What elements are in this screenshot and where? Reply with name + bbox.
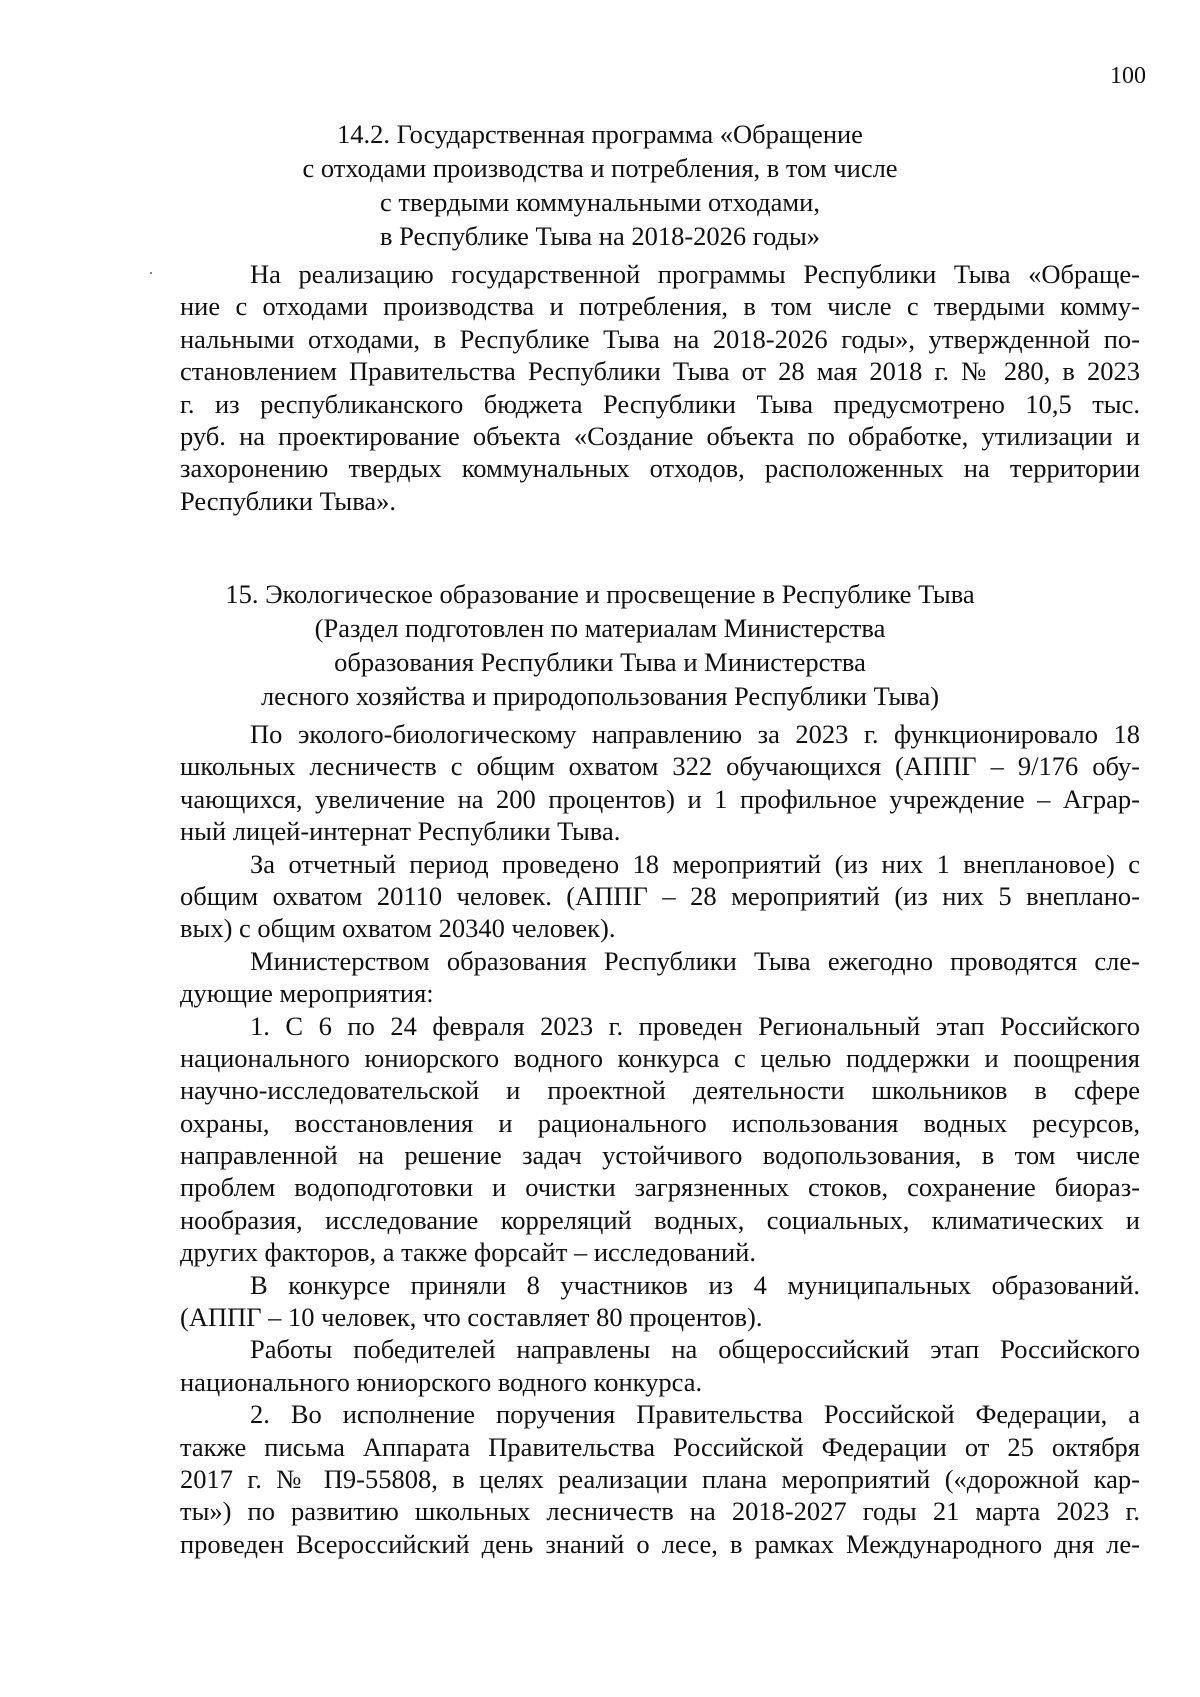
text-line: За отчетный период проведено 18 мероприятий (из них 1 внеплановое) с [250, 848, 1140, 879]
text-line: 2017 г. № П9-55808, в целях реализации плана мероприятий («дорожной кар- [180, 1463, 1140, 1494]
text-line: нальными отходами, в Республике Тыва на 2018-2026 годы», утвержденной по- [180, 323, 1140, 354]
text-line: г. из республиканского бюджета Республики Тыва предусмотрено 10,5 тыс. [180, 388, 1140, 419]
text-line: Министерством образования Республики Тыва ежегодно проводятся сле- [250, 945, 1140, 976]
title-line: 14.2. Государственная программа «Обращение [337, 119, 863, 149]
text-line: руб. на проектирование объекта «Создание объекта по обработке, утилизации и [180, 420, 1140, 451]
title-line: (Раздел подготовлен по материалам Министерства [314, 613, 886, 643]
section-15-title [150, 577, 1050, 713]
text-line: становлением Правительства Республики Тыва от 28 мая 2018 г. № 280, в 2023 [180, 356, 1140, 387]
title-line: с отходами производства и потребления, в том числе [302, 153, 898, 183]
text-line: других факторов, а также форсайт – исследований. [180, 1237, 756, 1268]
title-line: образования Республики Тыва и Министерства [334, 647, 866, 677]
title-line: 15. Экологическое образование и просвещение в Республике Тыва [225, 579, 975, 609]
section-14-2-paragraph [180, 258, 1140, 517]
text-line: ты») по развитию школьных лесничеств на 2018-2027 годы 21 марта 2023 г. [180, 1496, 1140, 1527]
text-line: также письма Аппарата Правительства Российской Федерации от 25 октября [180, 1431, 1140, 1462]
text-line: общим охватом 20110 человек. (АППГ – 28 мероприятий (из них 5 внеплано- [180, 880, 1140, 911]
text-line: 1. С 6 по 24 февраля 2023 г. проведен Региональный этап Российского [250, 1010, 1140, 1041]
text-line: проблем водоподготовки и очистки загрязненных стоков, сохранение биораз- [180, 1172, 1140, 1203]
text-line: Работы победителей направлены на общероссийский этап Российского [250, 1334, 1140, 1365]
title-line: с твердыми коммунальными отходами, [380, 187, 820, 217]
text-line: национального юниорского водного конкурса с целью поддержки и поощрения [180, 1042, 1140, 1073]
text-line: нообразия, исследование корреляций водных, социальных, климатических и [180, 1204, 1140, 1235]
text-line: На реализацию государственной программы Республики Тыва «Обраще- [250, 259, 1140, 289]
text-line: вых) с общим охватом 20340 человек). [180, 913, 616, 944]
section-15-body [180, 718, 1140, 1560]
section-14-2-title [150, 117, 1050, 253]
text-line: дующие мероприятия: [180, 978, 434, 1009]
text-line: проведен Всероссийский день знаний о лесе, в рамках Международного дня ле- [180, 1528, 1140, 1559]
scan-speck [150, 272, 152, 274]
text-line: ние с отходами производства и потребления, в том числе с твердыми комму- [180, 291, 1140, 322]
page-number: 100 [1110, 63, 1146, 89]
text-line: (АППГ – 10 человек, что составляет 80 процентов). [180, 1302, 763, 1333]
text-line: 2. Во исполнение поручения Правительства Российской Федерации, а [250, 1399, 1140, 1430]
text-line: чающихся, увеличение на 200 процентов) и 1 профильное учреждение – Аграр- [180, 783, 1140, 814]
text-line: направленной на решение задач устойчивого водопользования, в том числе [180, 1140, 1140, 1171]
text-line: захоронению твердых коммунальных отходов, расположенных на территории [180, 453, 1140, 484]
text-line: Республики Тыва». [180, 485, 397, 516]
title-line: в Республике Тыва на 2018-2026 годы» [379, 221, 821, 251]
title-line: лесного хозяйства и природопользования Республики Тыва) [260, 681, 940, 711]
text-line: школьных лесничеств с общим охватом 322 обучающихся (АППГ – 9/176 обу- [180, 751, 1140, 782]
text-line: научно-исследовательской и проектной деятельности школьников в сфере [180, 1075, 1140, 1106]
text-line: В конкурсе приняли 8 участников из 4 муниципальных образований. [250, 1269, 1140, 1300]
text-line: По эколого-биологическому направлению за 2023 г. функционировало 18 [250, 719, 1140, 749]
text-line: ный лицей-интернат Республики Тыва. [180, 816, 621, 847]
text-line: национального юниорского водного конкурса. [180, 1366, 703, 1397]
text-line: охраны, восстановления и рационального использования водных ресурсов, [180, 1107, 1140, 1138]
